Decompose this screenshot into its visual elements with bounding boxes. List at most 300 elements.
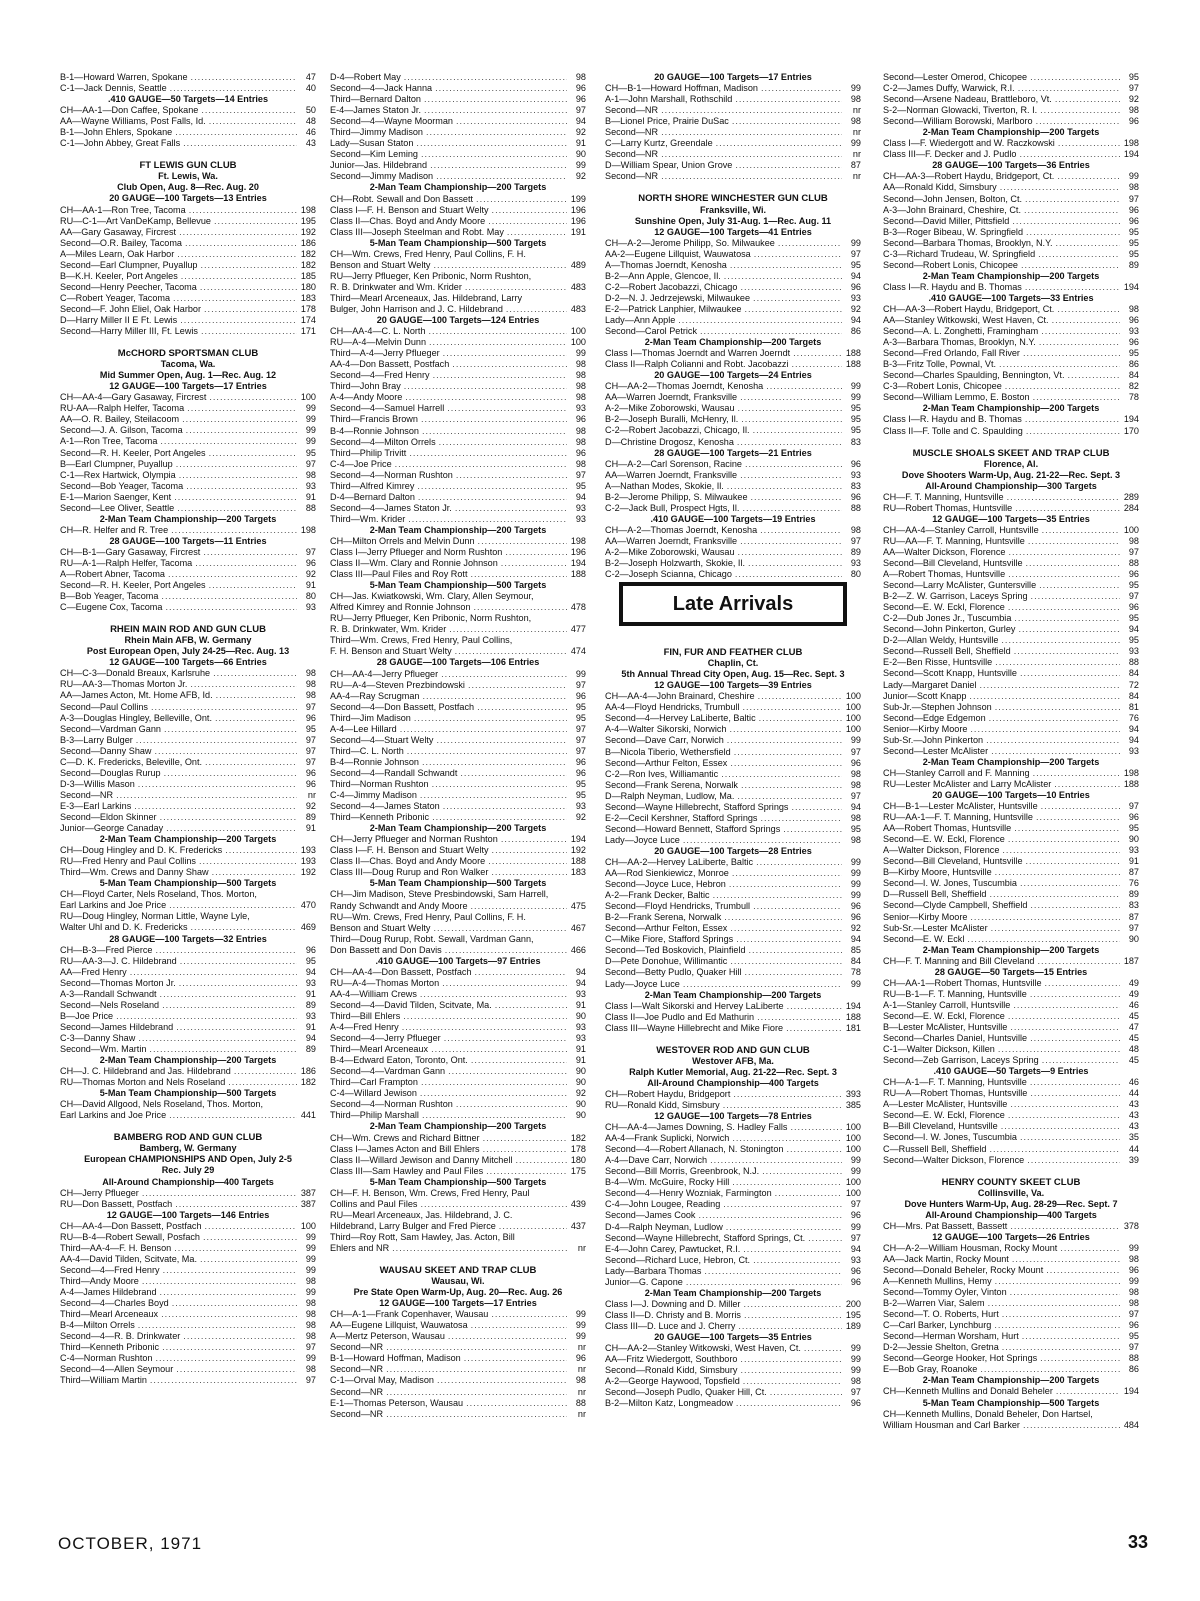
leader-dots (414, 713, 567, 724)
result-score: 100 (845, 1122, 861, 1133)
leader-dots (744, 1310, 842, 1321)
result-score: 198 (1123, 138, 1139, 149)
leader-dots (730, 260, 842, 271)
leader-dots (1033, 768, 1120, 779)
result-name: Florence, Al. (983, 458, 1039, 469)
leader-dots (1057, 304, 1120, 315)
result-row (605, 249, 861, 260)
result-score: 178 (300, 303, 316, 314)
result-name: Westover AFB, Ma. (692, 1055, 774, 1066)
result-row (883, 746, 1139, 757)
result-score: 100 (845, 1188, 861, 1199)
result-row (60, 569, 316, 580)
event-heading (60, 1165, 316, 1176)
result-score: 98 (575, 359, 586, 370)
result-score: 89 (305, 1043, 316, 1054)
result-row (883, 989, 1139, 1000)
result-score: 489 (570, 259, 586, 270)
leader-dots (455, 503, 567, 514)
result-name: Second—Tommy Oyler, Vinton (883, 1287, 1007, 1298)
result-score: 99 (575, 1331, 586, 1342)
leader-dots (778, 238, 842, 249)
result-name: CH—AA-3—Robert Haydu, Bridgeport, Ct. (883, 171, 1055, 182)
result-name: Third—Wm. Crews, Fred Henry, Paul Collins, (330, 635, 513, 646)
result-name: Lady—Margaret Daniel (883, 679, 977, 690)
result-name: Second—4—Allen Seymour (60, 1364, 174, 1375)
leader-dots (758, 691, 842, 702)
result-row (330, 1066, 586, 1077)
result-score: 90 (575, 1066, 586, 1077)
result-score: 193 (300, 845, 316, 856)
result-score: 99 (575, 668, 586, 679)
result-row (605, 1199, 861, 1210)
leader-dots (189, 205, 297, 216)
result-row (60, 1265, 316, 1276)
result-score: 466 (570, 944, 586, 955)
result-row (883, 812, 1139, 823)
result-row (330, 116, 586, 127)
leader-dots (179, 470, 297, 481)
result-name: CH—AA-4—Don Bassett, Postfach (60, 1220, 202, 1231)
result-name: Third—Bernard Dalton (330, 94, 421, 105)
leader-dots (205, 757, 297, 768)
leader-dots (422, 1110, 567, 1121)
result-name: CH—B-3—Fred Pierce (60, 944, 153, 955)
result-score: 98 (305, 1309, 316, 1320)
result-score: 97 (575, 723, 586, 734)
result-score: 95 (850, 823, 861, 834)
result-row (883, 1022, 1139, 1033)
event-heading (60, 1210, 316, 1221)
result-score: 96 (850, 912, 861, 923)
leader-dots (433, 923, 567, 934)
result-row (330, 149, 586, 160)
result-score: 97 (1128, 591, 1139, 602)
result-score: 189 (845, 1320, 861, 1331)
result-name: AA—Fritz Wiedergott, Southboro (605, 1354, 738, 1365)
result-row (330, 72, 586, 83)
result-name: Second—Eldon Skinner (60, 812, 157, 822)
result-row (883, 646, 1139, 657)
result-score: 43 (1128, 1110, 1139, 1121)
leader-dots (970, 724, 1120, 735)
result-score: 192 (570, 845, 586, 856)
leader-dots (456, 1099, 567, 1110)
result-name: Second—NR (605, 149, 659, 160)
result-score: 98 (850, 116, 861, 127)
result-row (605, 171, 861, 182)
result-score: 87 (1128, 911, 1139, 922)
leader-dots (1068, 370, 1121, 381)
result-score: 95 (575, 712, 586, 723)
result-name: B—Bill Cleveland, Huntsville (883, 1121, 998, 1132)
result-score: 78 (850, 967, 861, 978)
leader-dots (678, 315, 842, 326)
result-name: HENRY COUNTY SKEET CLUB (941, 1176, 1081, 1188)
event-heading (605, 680, 861, 691)
leader-dots (1002, 845, 1120, 856)
result-row (883, 304, 1139, 315)
result-score: 90 (575, 149, 586, 160)
result-name: Ehlers and NR (330, 1242, 390, 1253)
result-row (883, 680, 1139, 691)
event-heading (605, 669, 861, 680)
leader-dots (183, 1331, 297, 1342)
leader-dots (1008, 1110, 1120, 1121)
late-arrivals-box (605, 580, 861, 636)
leader-dots (483, 1133, 567, 1144)
result-score: 198 (1123, 767, 1139, 778)
result-row (883, 591, 1139, 602)
result-score: 84 (1128, 690, 1139, 701)
result-score: 95 (850, 425, 861, 436)
leader-dots (212, 867, 297, 878)
leader-dots (760, 813, 842, 824)
result-name: RU—AA-3—Thomas Morton Jr. (60, 679, 188, 690)
result-name: B-2—Joseph Holzwarth, Skokie, Il. (605, 558, 745, 569)
leader-dots (1020, 1132, 1120, 1143)
leader-dots (441, 669, 567, 680)
result-row (883, 834, 1139, 845)
leader-dots (170, 83, 297, 94)
result-name: CH—AA-4—C. L. North (330, 326, 426, 337)
leader-dots (483, 1144, 567, 1155)
result-row (883, 801, 1139, 812)
leader-dots (1055, 94, 1120, 105)
result-score: 95 (1128, 823, 1139, 834)
result-score: 47 (1128, 1021, 1139, 1032)
leader-dots (432, 812, 567, 823)
result-score: 91 (575, 138, 586, 149)
leader-dots (488, 216, 567, 227)
result-score: 99 (850, 138, 861, 149)
result-row (883, 668, 1139, 679)
result-row (883, 359, 1139, 370)
result-name: Second—NR (60, 789, 114, 800)
leader-dots (177, 503, 297, 514)
result-name: B—Earl Clumpner, Puyallup (60, 458, 173, 469)
result-score: 91 (305, 823, 316, 834)
result-score: 97 (305, 458, 316, 469)
result-name: Second—4—Hervey LaLiberte, Baltic (605, 713, 756, 724)
result-score: 97 (1128, 801, 1139, 812)
leader-dots (726, 1222, 842, 1233)
result-row (605, 536, 861, 547)
result-name: D—Harry Miller II E Ft. Lewis (60, 314, 178, 325)
result-name: Second—4—Jerry Pflueger (330, 1033, 441, 1044)
result-name: Sub-Jr.—Stephen Johnson (883, 701, 992, 712)
leader-dots (1010, 1287, 1120, 1298)
leader-dots (736, 934, 842, 945)
leader-dots (730, 758, 842, 769)
result-row (330, 1166, 586, 1177)
result-name: Rec. July 29 (161, 1165, 215, 1176)
leader-dots (174, 492, 297, 503)
result-score: 186 (300, 1066, 316, 1077)
leader-dots (408, 514, 567, 525)
result-name: D—Pete Donohue, Willimantic (605, 956, 728, 967)
result-score: 96 (1128, 1264, 1139, 1275)
result-row (605, 459, 861, 470)
leader-dots (417, 481, 567, 492)
result-score: 99 (305, 1353, 316, 1364)
result-name: C-3—Richard Trudeau, W. Springfield (883, 248, 1036, 259)
result-name: Bamberg, W. Germany (139, 1143, 237, 1154)
leader-dots (228, 1077, 297, 1088)
result-name: Second—4—Don Bassett, Postfach (330, 701, 475, 712)
leader-dots (730, 923, 842, 934)
leader-dots (1010, 1221, 1120, 1232)
result-score: 100 (845, 724, 861, 735)
result-score: 93 (575, 801, 586, 812)
event-heading (883, 459, 1139, 470)
result-score: 194 (1123, 414, 1139, 425)
leader-dots (182, 414, 297, 425)
result-row (883, 1386, 1139, 1397)
leader-dots (738, 403, 842, 414)
event-heading (60, 359, 316, 370)
result-name: D—Russell Bell, Sheffield (883, 889, 987, 900)
result-name: .410 GAUGE—50 Targets—14 Entries (107, 94, 269, 105)
result-name: Tacoma, Wa. (160, 359, 216, 370)
result-name: Third—Andy Moore (60, 1275, 139, 1286)
result-score: 180 (570, 1154, 586, 1165)
result-row (605, 890, 861, 901)
result-score: 441 (300, 1110, 316, 1121)
result-row (605, 238, 861, 249)
club-heading (60, 160, 316, 171)
result-row (883, 227, 1139, 238)
leader-dots (742, 503, 842, 514)
result-row (330, 602, 586, 613)
result-row (330, 702, 586, 713)
leader-dots (234, 1066, 297, 1077)
result-name: B-2—Milton Katz, Longmeadow (605, 1398, 733, 1409)
result-name: CH—David Allgood, Nels Roseland, Thos. Morton, (60, 1099, 264, 1110)
result-score: 90 (575, 1099, 586, 1110)
event-heading (605, 1288, 861, 1299)
result-score: 95 (1128, 613, 1139, 624)
result-score: 96 (1128, 1320, 1139, 1331)
result-row (330, 138, 586, 149)
result-row (60, 801, 316, 812)
result-name: Second—4—Stuart Welty (330, 734, 434, 745)
leader-dots (970, 912, 1120, 923)
leader-dots (130, 967, 297, 978)
result-score: 89 (850, 546, 861, 557)
result-name: Second—NR (605, 171, 659, 182)
leader-dots (745, 459, 842, 470)
result-score: 91 (575, 999, 586, 1010)
result-name: Second—E. W. Eckl, Florence (883, 602, 1005, 613)
leader-dots (998, 1044, 1120, 1055)
result-row (605, 901, 861, 912)
result-name: 2-Man Team Championship—200 Targets (369, 1121, 547, 1132)
result-name: MUSCLE SHOALS SKEET AND TRAP CLUB (912, 447, 1110, 459)
result-name: Senior—Kirby Moore (883, 911, 968, 922)
result-row (883, 348, 1139, 359)
result-score: 93 (575, 502, 586, 513)
leader-dots (166, 823, 297, 834)
leader-dots (187, 403, 297, 414)
leader-dots (471, 1055, 567, 1066)
leader-dots (179, 978, 297, 989)
result-name: Second—I. W. Jones, Tuscumbia (883, 878, 1017, 889)
result-score: 49 (1128, 977, 1139, 988)
result-name: Second—Clyde Campbell, Sheffield (883, 900, 1028, 911)
result-row (605, 802, 861, 813)
result-name: E-3—Earl Larkins (60, 800, 132, 811)
result-name: Senior—Kirby Moore (883, 723, 968, 734)
result-name: Collinsville, Va. (977, 1187, 1045, 1198)
leader-dots (151, 702, 297, 713)
result-name: Third—AA-4—F. H. Benson (60, 1242, 172, 1253)
result-name: Third—Wm. Crews and Danny Shaw (60, 867, 209, 878)
result-name: CH—Stanley Carroll and F. Manning (883, 767, 1030, 778)
leader-dots (804, 1343, 842, 1354)
result-name: Third—Bill Ehlers (330, 1010, 401, 1021)
leader-dots (507, 227, 567, 238)
result-row (60, 746, 316, 757)
result-row (605, 912, 861, 923)
leader-dots (1040, 1353, 1120, 1364)
result-score: 91 (575, 1055, 586, 1066)
result-row (60, 282, 316, 293)
result-row (883, 315, 1139, 326)
result-score: 93 (850, 558, 861, 569)
result-row (605, 956, 861, 967)
result-row (605, 425, 861, 436)
result-name: Second—NR (605, 127, 659, 138)
result-name: CH—AA-1—Don Caffee, Spokane (60, 105, 199, 116)
result-name: Third—Doug Rurup, Robt. Sewall, Vardman Gann, (330, 933, 534, 944)
result-row (883, 923, 1139, 934)
leader-dots (1012, 1254, 1120, 1265)
result-name: A-2—Mike Zoborowski, Wausau (605, 403, 735, 414)
result-score: 100 (845, 691, 861, 702)
result-score: nr (577, 1364, 586, 1375)
result-score: 96 (1128, 602, 1139, 613)
result-name: Second—Arthur Felton, Essex (605, 757, 728, 768)
result-score: 88 (1128, 657, 1139, 668)
result-score: 97 (1128, 922, 1139, 933)
leader-dots (164, 768, 297, 779)
result-score: 92 (850, 303, 861, 314)
result-score: 95 (1128, 348, 1139, 359)
result-name: B-4—Ronnie Johnson (330, 425, 419, 436)
result-score: 91 (575, 1044, 586, 1055)
result-row (60, 1011, 316, 1022)
leader-dots (1002, 1309, 1120, 1320)
leader-dots (405, 392, 567, 403)
result-name: Second—William Lemmo, E. Boston (883, 392, 1030, 403)
result-name: Second—Floyd Hendricks, Trumbull (605, 901, 751, 912)
result-name: A-1—John Marshall, Rothschild (605, 94, 733, 105)
result-name: Third—Kenneth Pribonic (330, 812, 430, 823)
leader-dots (710, 1155, 842, 1166)
result-row (60, 127, 316, 138)
leader-dots (969, 691, 1120, 702)
result-score: 97 (575, 734, 586, 745)
result-name: Second—4—James Staton (330, 801, 440, 812)
result-row (883, 1276, 1139, 1287)
result-name: Second—NR (330, 1364, 384, 1375)
result-row (60, 83, 316, 94)
leader-dots (204, 304, 297, 315)
leader-dots (724, 271, 842, 282)
leader-dots (420, 989, 567, 1000)
result-name: Second—Arthur Felton, Essex (605, 923, 728, 934)
result-score: 96 (575, 690, 586, 701)
result-line (330, 1232, 586, 1243)
leader-dots (991, 746, 1120, 757)
leader-dots (433, 370, 567, 381)
result-score: 194 (1123, 149, 1139, 160)
result-score: 378 (1123, 1220, 1139, 1231)
result-name: Chaplin, Ct. (707, 658, 759, 669)
result-row (330, 1011, 586, 1022)
leader-dots (183, 138, 297, 149)
result-score: 76 (1128, 712, 1139, 723)
result-row (330, 713, 586, 724)
result-score: 94 (305, 1032, 316, 1043)
result-name: RU—Mearl Arceneaux, Jas. Hildebrand, J. C. (330, 1209, 513, 1220)
leader-dots (478, 536, 567, 547)
result-row (60, 757, 316, 768)
result-name: Mid Summer Open, Aug. 1—Rec. Aug. 12 (99, 370, 277, 381)
result-row (883, 702, 1139, 713)
result-name: C—Eugene Cox, Tacoma (60, 602, 163, 613)
result-name: AA-4—Frank Suplicki, Norwich (605, 1133, 730, 1144)
result-name: C-2—James Duffy, Warwick, R.I. (883, 83, 1015, 94)
leader-dots (452, 359, 567, 370)
result-score: 94 (305, 966, 316, 977)
result-score: 39 (1128, 1154, 1139, 1165)
result-name: Third—Wm. Krider (330, 513, 406, 524)
result-score: 96 (1128, 812, 1139, 823)
result-name: Second—NR (330, 1408, 384, 1419)
result-score: 35 (1128, 1132, 1139, 1143)
result-score: 92 (305, 569, 316, 580)
result-row (883, 1420, 1139, 1431)
result-name: RU—A-4—Melvin Dunn (330, 337, 427, 348)
column-2 (330, 72, 586, 1512)
event-heading (330, 823, 586, 834)
result-row (605, 1122, 861, 1133)
result-row (883, 1110, 1139, 1121)
result-name: B-3—Roger Bibeau, W. Springfield (883, 226, 1024, 237)
result-row (883, 149, 1139, 160)
result-row (60, 503, 316, 514)
result-row (883, 1121, 1139, 1132)
result-row (605, 967, 861, 978)
event-heading (330, 1121, 586, 1132)
result-name: Second—Jimmy Madison (330, 171, 434, 182)
result-score: 484 (1123, 1419, 1139, 1430)
result-name: Class II—Chas. Boyd and Andy Moore (330, 215, 486, 226)
result-score: 80 (305, 591, 316, 602)
result-row (330, 481, 586, 492)
result-score: 97 (850, 746, 861, 757)
result-name: 28 GAUGE—100 Targets—32 Entries (109, 933, 267, 944)
result-name: European CHAMPIONSHIPS AND Open, July 2-5 (84, 1154, 292, 1165)
leader-dots (1008, 834, 1120, 845)
leader-dots (429, 326, 567, 337)
leader-dots (1033, 392, 1120, 403)
result-score: 99 (305, 1231, 316, 1242)
result-row (330, 260, 586, 271)
result-name: AA—Warren Joerndt, Franksville (605, 535, 738, 546)
